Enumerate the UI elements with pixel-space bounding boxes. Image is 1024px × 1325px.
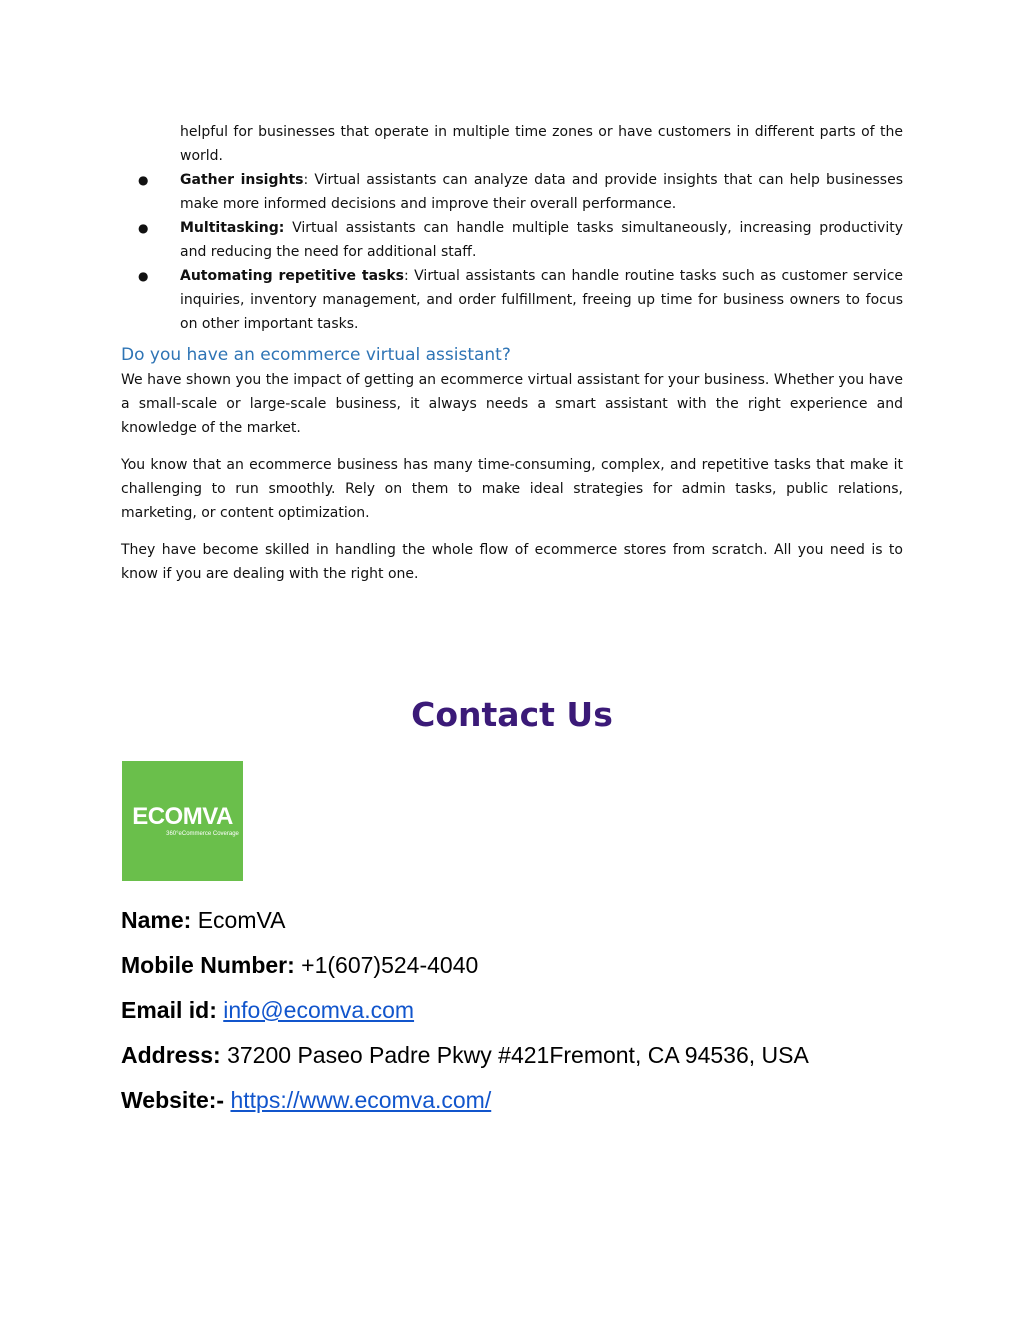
- paragraph: They have become skilled in handling the whole flow of ecommerce stores from scratch. All you need is to know if you are dealing with the right one.: [121, 542, 903, 582]
- mobile-value: +1(607)524-4040: [301, 952, 479, 978]
- contact-name-row: [121, 898, 809, 943]
- paragraph: You know that an ecommerce business has many time-consuming, complex, and repetitive tasks that make it challenging to run smoothly. Rely on them to make ideal strategies for admin tasks, public relations, marketing, or content optimization.: [121, 457, 903, 521]
- email-label: Email id:: [121, 997, 217, 1023]
- list-item-text: helpful for businesses that operate in multiple time zones or have customers in different parts of the world.: [180, 124, 903, 164]
- list-item-bold: Automating repetitive tasks: [180, 268, 404, 284]
- name-label: Name:: [121, 907, 192, 933]
- contact-mobile-row: [121, 943, 809, 988]
- bullet-icon: ●: [138, 221, 149, 235]
- contact-website-row: [121, 1078, 809, 1123]
- bullet-list: [121, 120, 903, 336]
- list-item: [121, 120, 903, 168]
- list-item-text: : Virtual assistants can handle routine tasks such as customer service inquiries, inventory management, and order fulfillment, freeing up time for business owners to focus on other important tasks.: [180, 268, 904, 332]
- logo-tagline: 360°eCommerce Coverage: [166, 830, 239, 837]
- name-value: EcomVA: [197, 907, 286, 933]
- mobile-label: Mobile Number:: [121, 952, 295, 978]
- list-item-text: : Virtual assistants can analyze data and provide insights that can help businesses make more informed decisions and improve their overall performance.: [180, 172, 903, 212]
- website-label: Website:-: [121, 1087, 225, 1113]
- list-item-bold: Gather insights: [180, 172, 304, 188]
- list-item: [121, 216, 903, 264]
- address-label: Address:: [121, 1042, 221, 1068]
- section-heading: Do you have an ecommerce virtual assistant?: [121, 345, 511, 365]
- address-value: 37200 Paseo Padre Pkwy #421Fremont, CA 94536, USA: [227, 1042, 809, 1068]
- logo-wordmark: ECOMVA: [132, 802, 233, 830]
- list-item: [121, 264, 903, 336]
- ecomva-logo: [122, 761, 243, 881]
- website-link[interactable]: https://www.ecomva.com/: [230, 1087, 492, 1113]
- bullet-icon: ●: [138, 269, 149, 283]
- contact-title: Contact Us: [411, 695, 613, 734]
- contact-email-row: [121, 988, 809, 1033]
- bullet-icon: ●: [138, 173, 149, 187]
- list-item-text: Virtual assistants can handle multiple tasks simultaneously, increasing productivity and reducing the need for additional staff.: [180, 220, 903, 260]
- contact-address-row: [121, 1033, 809, 1078]
- email-link[interactable]: info@ecomva.com: [223, 997, 415, 1023]
- paragraph: We have shown you the impact of getting an ecommerce virtual assistant for your business. Whether you have a small-scale or large-scale business, it always needs a smart assistant with the right experience and knowledge of the market.: [121, 372, 903, 436]
- list-item: [121, 168, 903, 216]
- document-body: [121, 120, 903, 599]
- list-item-bold: Multitasking:: [180, 220, 285, 236]
- contact-details: [121, 898, 809, 1123]
